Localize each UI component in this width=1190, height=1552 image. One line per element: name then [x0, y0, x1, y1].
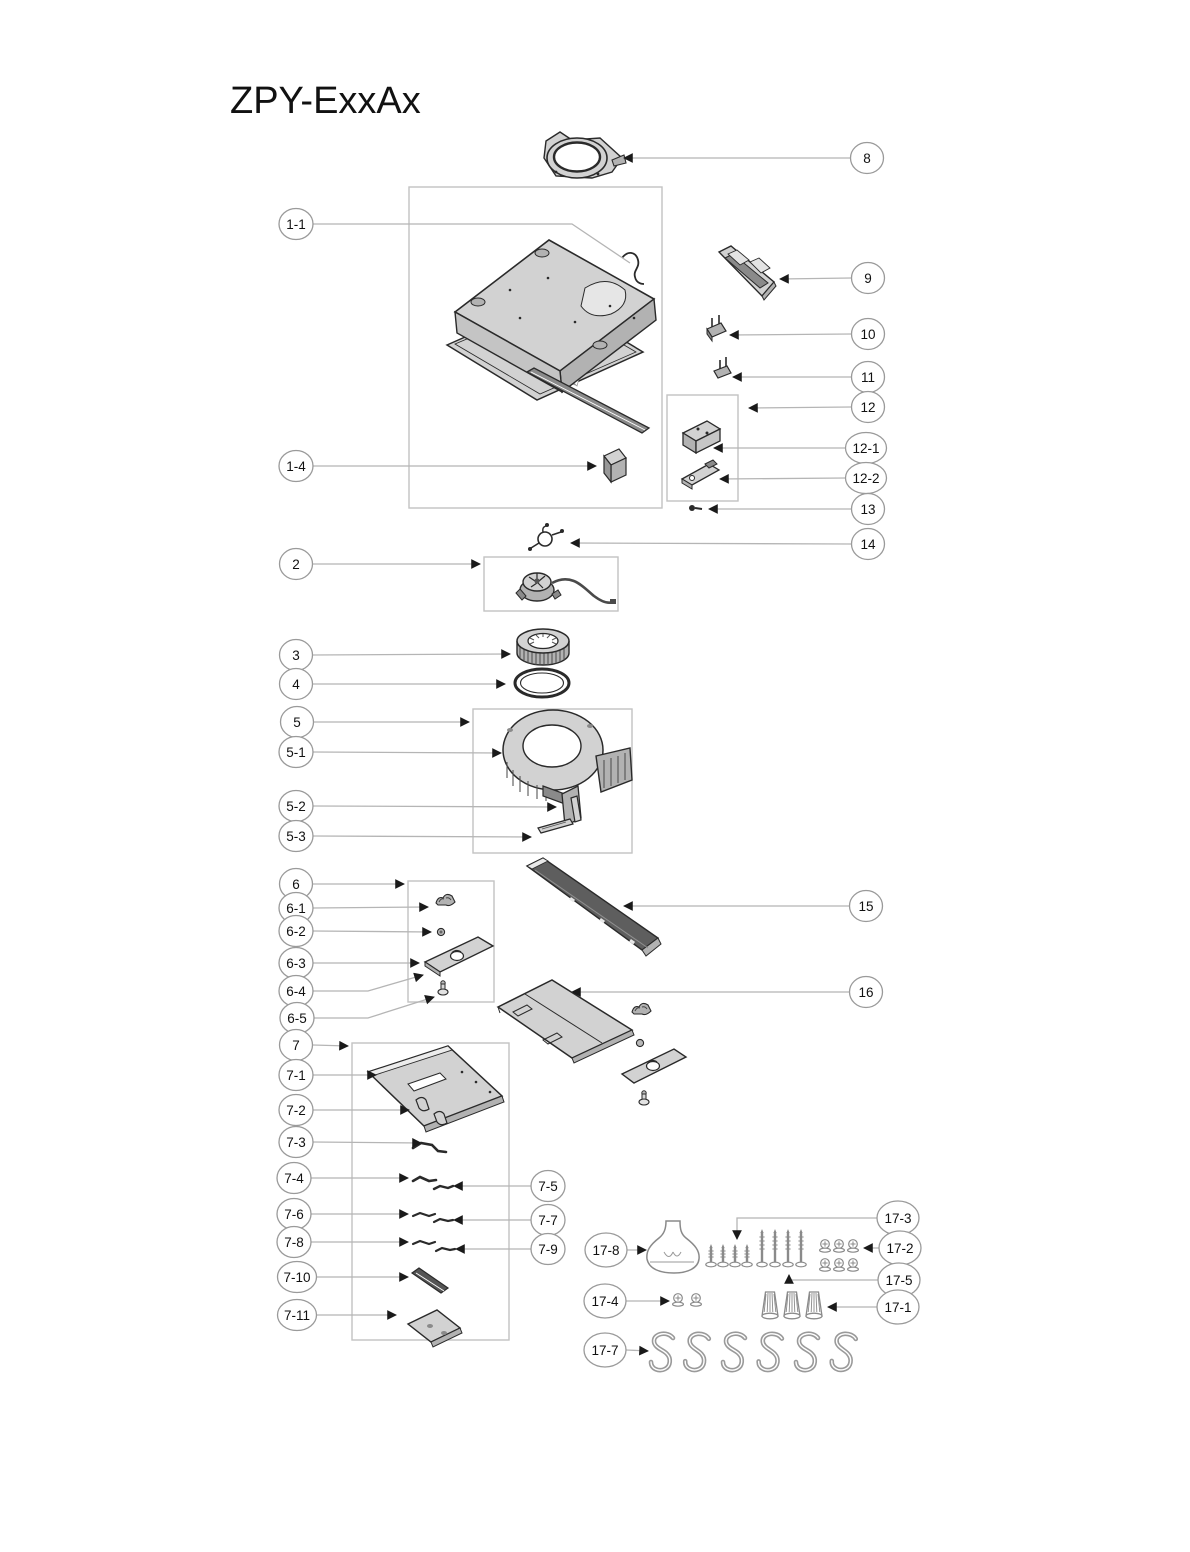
part-6-filter-hardware-drawing — [425, 894, 493, 995]
svg-text:17-1: 17-1 — [884, 1300, 912, 1315]
svg-text:5-1: 5-1 — [286, 745, 306, 760]
part-13-screw-drawing — [689, 505, 702, 511]
part-17-8-damper-drawing — [647, 1221, 699, 1273]
part-4-gasket-ring-drawing — [515, 669, 569, 697]
part-6-1-clip-drawing — [436, 894, 455, 905]
callout-12-1 — [846, 433, 887, 464]
svg-text:7-10: 7-10 — [283, 1270, 311, 1285]
svg-text:17-2: 17-2 — [886, 1241, 914, 1256]
svg-text:6-5: 6-5 — [287, 1011, 307, 1026]
page-title: ZPY-ExxAx — [230, 80, 421, 122]
svg-text:7-1: 7-1 — [286, 1068, 306, 1083]
callout-7 — [280, 1030, 313, 1061]
callout-17-2 — [879, 1231, 921, 1265]
svg-text:11: 11 — [860, 370, 876, 385]
callout-7-9 — [531, 1234, 565, 1265]
part-7-front-panel-group-drawing — [368, 1046, 504, 1347]
callout-7-4 — [277, 1163, 311, 1194]
svg-text:5: 5 — [293, 715, 301, 730]
part-17-4-screws-drawing — [673, 1294, 702, 1307]
part-17-5-long-screws-drawing — [757, 1229, 806, 1267]
svg-text:15: 15 — [858, 899, 874, 914]
part-2-motor-drawing — [516, 573, 616, 604]
part-5-blower-housing-drawing — [503, 710, 632, 833]
part-7-7-spring-drawing — [434, 1219, 453, 1222]
callout-7-5 — [531, 1171, 565, 1202]
svg-text:7-7: 7-7 — [538, 1213, 558, 1228]
callout-5-3 — [279, 821, 313, 852]
callout-7-7 — [531, 1205, 565, 1236]
svg-text:7: 7 — [292, 1038, 300, 1053]
part-17-1-wire-nuts-drawing — [762, 1292, 822, 1319]
part-8-duct-collar-drawing — [544, 132, 626, 178]
callout-12-2 — [846, 463, 887, 494]
part-15-baffle-drawing — [527, 858, 661, 956]
part-7-6-spring-drawing — [413, 1213, 435, 1216]
part-17-7-s-hooks-drawing — [651, 1333, 856, 1371]
svg-text:7-5: 7-5 — [538, 1179, 558, 1194]
svg-text:17-5: 17-5 — [885, 1273, 913, 1288]
part-1-hood-housing-drawing — [447, 240, 656, 482]
part-14-wiring-drawing — [528, 523, 564, 551]
part-6-4-screw-drawing — [438, 981, 448, 995]
svg-text:7-4: 7-4 — [284, 1171, 304, 1186]
svg-text:1-4: 1-4 — [286, 459, 306, 474]
svg-text:1-1: 1-1 — [286, 217, 306, 232]
part-3-blower-wheel-drawing — [517, 629, 569, 665]
part-7-4-spring-drawing — [413, 1177, 436, 1181]
callout-10 — [852, 319, 885, 350]
svg-text:17-8: 17-8 — [592, 1243, 620, 1258]
callout-6-5 — [280, 1003, 314, 1034]
svg-text:16: 16 — [858, 985, 874, 1000]
callout-6-4 — [279, 976, 313, 1007]
svg-text:5-2: 5-2 — [286, 799, 306, 814]
svg-text:12-2: 12-2 — [852, 471, 880, 486]
callout-17-8 — [585, 1233, 627, 1267]
callout-8 — [851, 143, 884, 174]
callout-17-3 — [877, 1201, 919, 1235]
part-7-11-bracket-drawing — [408, 1310, 462, 1347]
callout-6-2 — [279, 916, 313, 947]
filter-hardware-duplicate-drawing — [622, 1003, 686, 1105]
part-10-bracket-drawing — [707, 315, 726, 341]
svg-text:7-8: 7-8 — [284, 1235, 304, 1250]
svg-text:7-11: 7-11 — [283, 1308, 311, 1323]
callout-17-4 — [584, 1284, 626, 1318]
svg-text:14: 14 — [860, 537, 876, 552]
hardware-kit-drawing — [647, 1221, 859, 1371]
svg-text:3: 3 — [292, 648, 300, 663]
part-7-5-spring-drawing — [434, 1186, 453, 1189]
callout-5 — [281, 707, 314, 738]
svg-text:17-4: 17-4 — [591, 1294, 619, 1309]
callout-17-7 — [584, 1333, 626, 1367]
part-6-2-nut-drawing — [437, 928, 444, 935]
callout-7-10 — [278, 1262, 317, 1293]
svg-text:6-1: 6-1 — [286, 901, 306, 916]
callout-4 — [280, 669, 313, 700]
callout-6-3 — [279, 948, 313, 979]
callout-7-6 — [277, 1199, 311, 1230]
callout-9 — [852, 263, 885, 294]
part-7-10-strip-drawing — [412, 1268, 448, 1293]
svg-text:6: 6 — [292, 877, 300, 892]
part-9-switch-panel-drawing — [719, 246, 776, 300]
svg-text:6-3: 6-3 — [286, 956, 306, 971]
power-cord-drawing — [622, 253, 644, 284]
svg-text:10: 10 — [860, 327, 876, 342]
svg-text:7-3: 7-3 — [286, 1135, 306, 1150]
svg-text:17-3: 17-3 — [884, 1211, 912, 1226]
svg-text:4: 4 — [292, 677, 300, 692]
svg-text:2: 2 — [292, 557, 300, 572]
svg-text:12: 12 — [860, 400, 876, 415]
part-1-4-clip-drawing — [604, 449, 626, 482]
part-7-9-spring-drawing — [436, 1248, 455, 1251]
callout-1-1 — [279, 209, 313, 240]
callout-12 — [852, 392, 885, 423]
callout-3 — [280, 640, 313, 671]
callout-7-11 — [278, 1300, 317, 1331]
callout-17-1 — [877, 1290, 919, 1324]
svg-text:13: 13 — [860, 502, 876, 517]
part-17-3-short-screws-drawing — [706, 1244, 752, 1267]
part-12-2-bracket-drawing — [682, 460, 719, 489]
callout-1-4 — [279, 451, 313, 482]
part-17-2-screws-drawing — [820, 1240, 859, 1272]
svg-text:7-6: 7-6 — [284, 1207, 304, 1222]
callout-13 — [852, 494, 885, 525]
svg-text:5-3: 5-3 — [286, 829, 306, 844]
callout-14 — [852, 529, 885, 560]
part-7-8-spring-drawing — [413, 1241, 435, 1244]
callout-16 — [850, 977, 883, 1008]
callout-7-1 — [279, 1060, 313, 1091]
callout-11 — [852, 362, 885, 393]
callout-15 — [850, 891, 883, 922]
callout-5-2 — [279, 791, 313, 822]
part-6-3-bracket-drawing — [425, 937, 493, 976]
svg-text:8: 8 — [863, 151, 871, 166]
callout-5-1 — [279, 737, 313, 768]
svg-text:17-7: 17-7 — [591, 1343, 619, 1358]
svg-text:6-4: 6-4 — [286, 984, 306, 999]
part-11-bracket-drawing — [714, 357, 731, 378]
svg-text:7-9: 7-9 — [538, 1242, 558, 1257]
part-7-3-lever-drawing — [413, 1143, 446, 1152]
callout-7-2 — [279, 1095, 313, 1126]
svg-text:9: 9 — [864, 271, 872, 286]
svg-text:7-2: 7-2 — [286, 1103, 306, 1118]
svg-text:6-2: 6-2 — [286, 924, 306, 939]
callout-7-8 — [277, 1227, 311, 1258]
callout-2 — [280, 549, 313, 580]
callout-7-3 — [279, 1127, 313, 1158]
svg-text:12-1: 12-1 — [852, 441, 880, 456]
